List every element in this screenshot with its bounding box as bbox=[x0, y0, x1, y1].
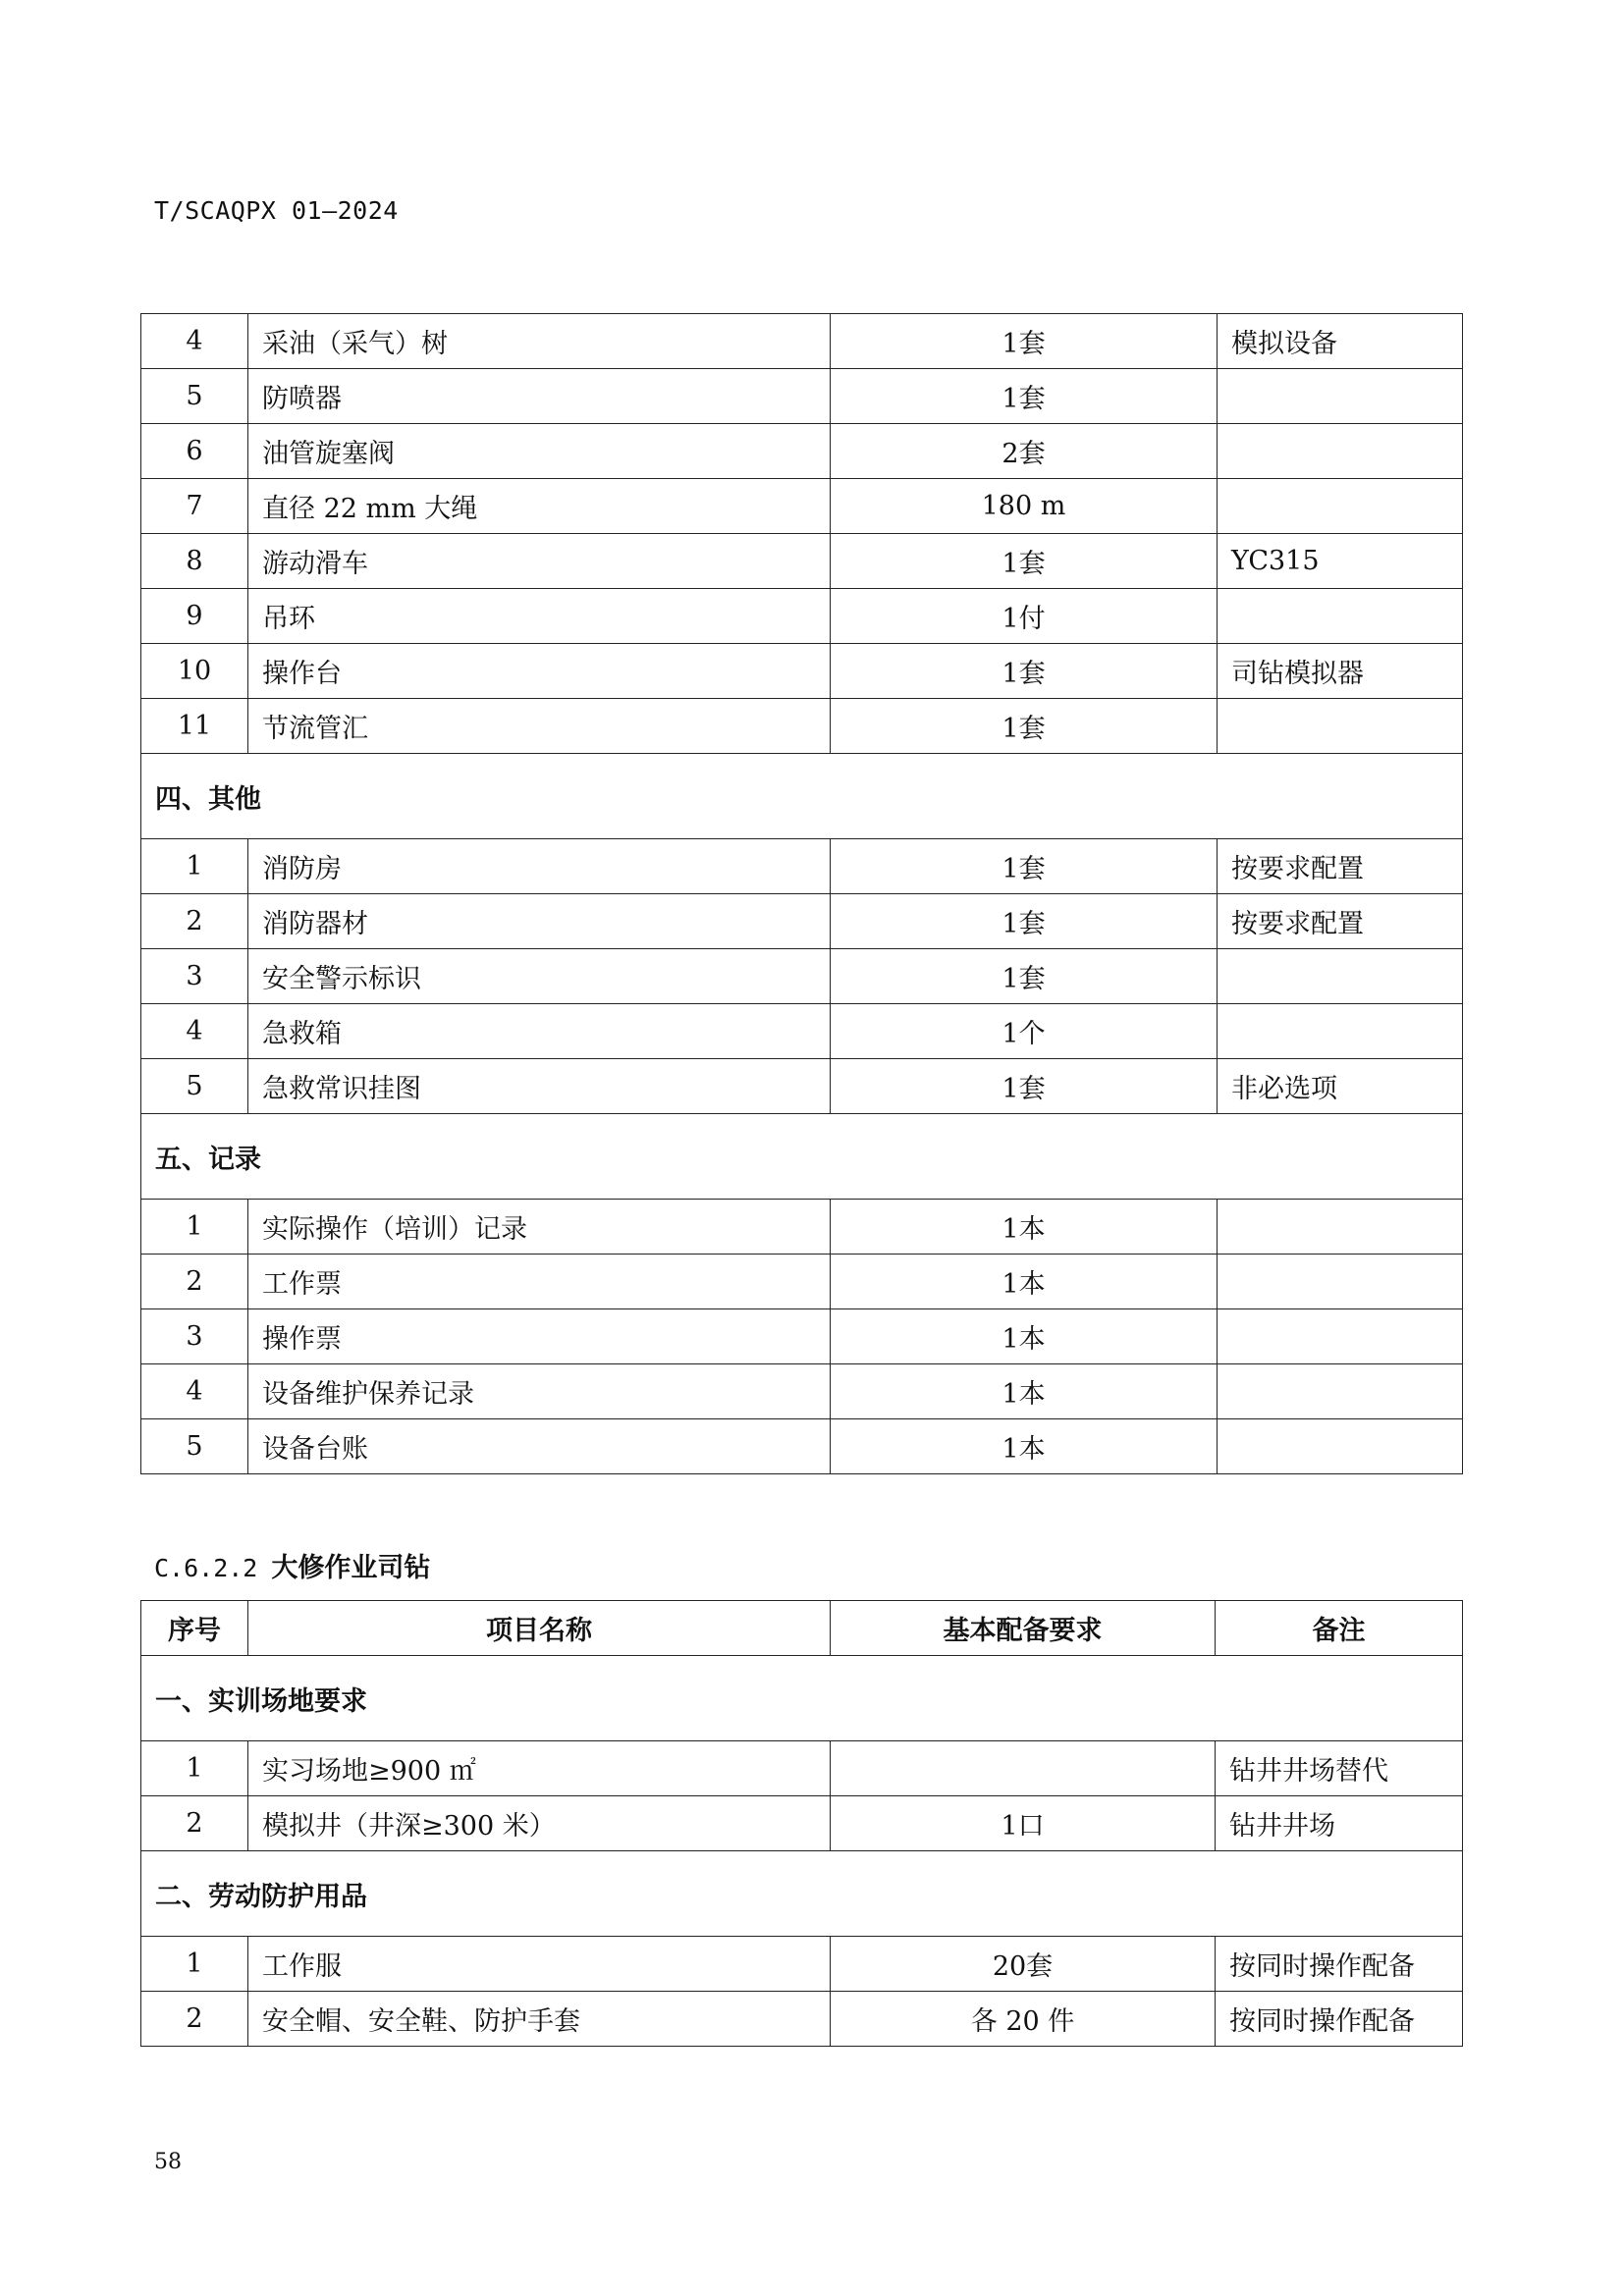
item-name: 实习场地≥900 ㎡ bbox=[248, 1741, 831, 1796]
item-name: 操作台 bbox=[248, 644, 831, 699]
clause-number: C.6.2.2 bbox=[154, 1554, 258, 1582]
item-quantity: 1本 bbox=[831, 1419, 1218, 1474]
row-number: 5 bbox=[141, 369, 248, 424]
table-row bbox=[141, 949, 1463, 1004]
section-row bbox=[141, 1114, 1463, 1200]
item-quantity: 1个 bbox=[831, 1004, 1218, 1059]
item-name: 防喷器 bbox=[248, 369, 831, 424]
table-row bbox=[141, 894, 1463, 949]
item-name: 急救箱 bbox=[248, 1004, 831, 1059]
item-name: 操作票 bbox=[248, 1309, 831, 1364]
item-quantity: 1口 bbox=[831, 1796, 1216, 1851]
item-quantity: 180 m bbox=[831, 479, 1218, 534]
table-row bbox=[141, 1937, 1463, 1992]
header-name: 项目名称 bbox=[248, 1601, 831, 1656]
row-number: 2 bbox=[141, 1796, 248, 1851]
item-note: 司钻模拟器 bbox=[1218, 644, 1463, 699]
row-number: 1 bbox=[141, 1937, 248, 1992]
section-label: 一、实训场地要求 bbox=[141, 1656, 1463, 1741]
item-name: 安全帽、安全鞋、防护手套 bbox=[248, 1992, 831, 2047]
row-number: 1 bbox=[141, 839, 248, 894]
item-note bbox=[1218, 1200, 1463, 1255]
item-quantity bbox=[831, 1741, 1216, 1796]
item-note bbox=[1218, 699, 1463, 754]
item-note: 按同时操作配备 bbox=[1216, 1937, 1463, 1992]
item-quantity: 各 20 件 bbox=[831, 1992, 1216, 2047]
row-number: 9 bbox=[141, 589, 248, 644]
item-note: 按要求配置 bbox=[1218, 894, 1463, 949]
row-number: 3 bbox=[141, 949, 248, 1004]
table-header-row bbox=[141, 1601, 1463, 1656]
item-note bbox=[1218, 1309, 1463, 1364]
item-name: 消防器材 bbox=[248, 894, 831, 949]
row-number: 4 bbox=[141, 1364, 248, 1419]
item-note: 钻井井场 bbox=[1216, 1796, 1463, 1851]
table-row bbox=[141, 479, 1463, 534]
item-quantity: 1套 bbox=[831, 839, 1218, 894]
overhaul-driller-table bbox=[140, 1600, 1463, 2047]
item-note bbox=[1218, 369, 1463, 424]
item-name: 工作服 bbox=[248, 1937, 831, 1992]
item-name: 消防房 bbox=[248, 839, 831, 894]
row-number: 2 bbox=[141, 1992, 248, 2047]
item-quantity: 1套 bbox=[831, 534, 1218, 589]
item-quantity: 1套 bbox=[831, 699, 1218, 754]
item-name: 油管旋塞阀 bbox=[248, 424, 831, 479]
item-quantity: 1套 bbox=[831, 949, 1218, 1004]
item-name: 采油（采气）树 bbox=[248, 314, 831, 369]
document-code: T/SCAQPX 01—2024 bbox=[154, 196, 399, 225]
section-label: 二、劳动防护用品 bbox=[141, 1851, 1463, 1937]
table-row bbox=[141, 1255, 1463, 1309]
table-row bbox=[141, 1419, 1463, 1474]
equipment-table-continued bbox=[140, 313, 1463, 1474]
table-row bbox=[141, 369, 1463, 424]
row-number: 2 bbox=[141, 894, 248, 949]
item-note: 非必选项 bbox=[1218, 1059, 1463, 1114]
table-row bbox=[141, 1796, 1463, 1851]
item-quantity: 1套 bbox=[831, 1059, 1218, 1114]
clause-heading bbox=[154, 1546, 430, 1584]
item-quantity: 1本 bbox=[831, 1200, 1218, 1255]
item-note: 按要求配置 bbox=[1218, 839, 1463, 894]
item-note: 按同时操作配备 bbox=[1216, 1992, 1463, 2047]
item-quantity: 1本 bbox=[831, 1364, 1218, 1419]
item-note bbox=[1218, 1004, 1463, 1059]
header-note: 备注 bbox=[1216, 1601, 1463, 1656]
item-name: 吊环 bbox=[248, 589, 831, 644]
table-row bbox=[141, 424, 1463, 479]
item-note: 模拟设备 bbox=[1218, 314, 1463, 369]
item-note bbox=[1218, 479, 1463, 534]
item-quantity: 1套 bbox=[831, 644, 1218, 699]
clause-title: 大修作业司钻 bbox=[271, 1553, 431, 1583]
item-quantity: 1套 bbox=[831, 314, 1218, 369]
section-label: 五、记录 bbox=[141, 1114, 1463, 1200]
table-row bbox=[141, 589, 1463, 644]
item-note bbox=[1218, 1255, 1463, 1309]
table-row bbox=[141, 534, 1463, 589]
item-note bbox=[1218, 589, 1463, 644]
row-number: 6 bbox=[141, 424, 248, 479]
row-number: 4 bbox=[141, 1004, 248, 1059]
item-name: 模拟井（井深≥300 米） bbox=[248, 1796, 831, 1851]
row-number: 3 bbox=[141, 1309, 248, 1364]
item-note: 钻井井场替代 bbox=[1216, 1741, 1463, 1796]
row-number: 5 bbox=[141, 1419, 248, 1474]
item-note bbox=[1218, 424, 1463, 479]
item-name: 设备台账 bbox=[248, 1419, 831, 1474]
row-number: 11 bbox=[141, 699, 248, 754]
item-name: 急救常识挂图 bbox=[248, 1059, 831, 1114]
table-row bbox=[141, 1059, 1463, 1114]
table-row bbox=[141, 644, 1463, 699]
header-requirement: 基本配备要求 bbox=[831, 1601, 1216, 1656]
table-row bbox=[141, 839, 1463, 894]
item-quantity: 1本 bbox=[831, 1309, 1218, 1364]
row-number: 8 bbox=[141, 534, 248, 589]
row-number: 4 bbox=[141, 314, 248, 369]
row-number: 1 bbox=[141, 1741, 248, 1796]
section-row bbox=[141, 1656, 1463, 1741]
item-name: 实际操作（培训）记录 bbox=[248, 1200, 831, 1255]
item-quantity: 20套 bbox=[831, 1937, 1216, 1992]
item-quantity: 1本 bbox=[831, 1255, 1218, 1309]
row-number: 1 bbox=[141, 1200, 248, 1255]
table-row bbox=[141, 699, 1463, 754]
table-row bbox=[141, 1004, 1463, 1059]
item-name: 设备维护保养记录 bbox=[248, 1364, 831, 1419]
item-name: 安全警示标识 bbox=[248, 949, 831, 1004]
item-name: 直径 22 mm 大绳 bbox=[248, 479, 831, 534]
page-number: 58 bbox=[154, 2150, 182, 2174]
section-row bbox=[141, 754, 1463, 839]
item-name: 节流管汇 bbox=[248, 699, 831, 754]
item-note bbox=[1218, 949, 1463, 1004]
table-row bbox=[141, 1200, 1463, 1255]
item-name: 游动滑车 bbox=[248, 534, 831, 589]
item-note bbox=[1218, 1419, 1463, 1474]
section-label: 四、其他 bbox=[141, 754, 1463, 839]
section-row bbox=[141, 1851, 1463, 1937]
row-number: 7 bbox=[141, 479, 248, 534]
item-quantity: 1套 bbox=[831, 894, 1218, 949]
item-note: YC315 bbox=[1218, 534, 1463, 589]
table-row bbox=[141, 1741, 1463, 1796]
row-number: 2 bbox=[141, 1255, 248, 1309]
row-number: 5 bbox=[141, 1059, 248, 1114]
item-quantity: 1套 bbox=[831, 369, 1218, 424]
item-note bbox=[1218, 1364, 1463, 1419]
item-quantity: 2套 bbox=[831, 424, 1218, 479]
table-row bbox=[141, 1992, 1463, 2047]
table-row bbox=[141, 1309, 1463, 1364]
item-name: 工作票 bbox=[248, 1255, 831, 1309]
table-row bbox=[141, 1364, 1463, 1419]
header-no: 序号 bbox=[141, 1601, 248, 1656]
item-quantity: 1付 bbox=[831, 589, 1218, 644]
row-number: 10 bbox=[141, 644, 248, 699]
table-row bbox=[141, 314, 1463, 369]
